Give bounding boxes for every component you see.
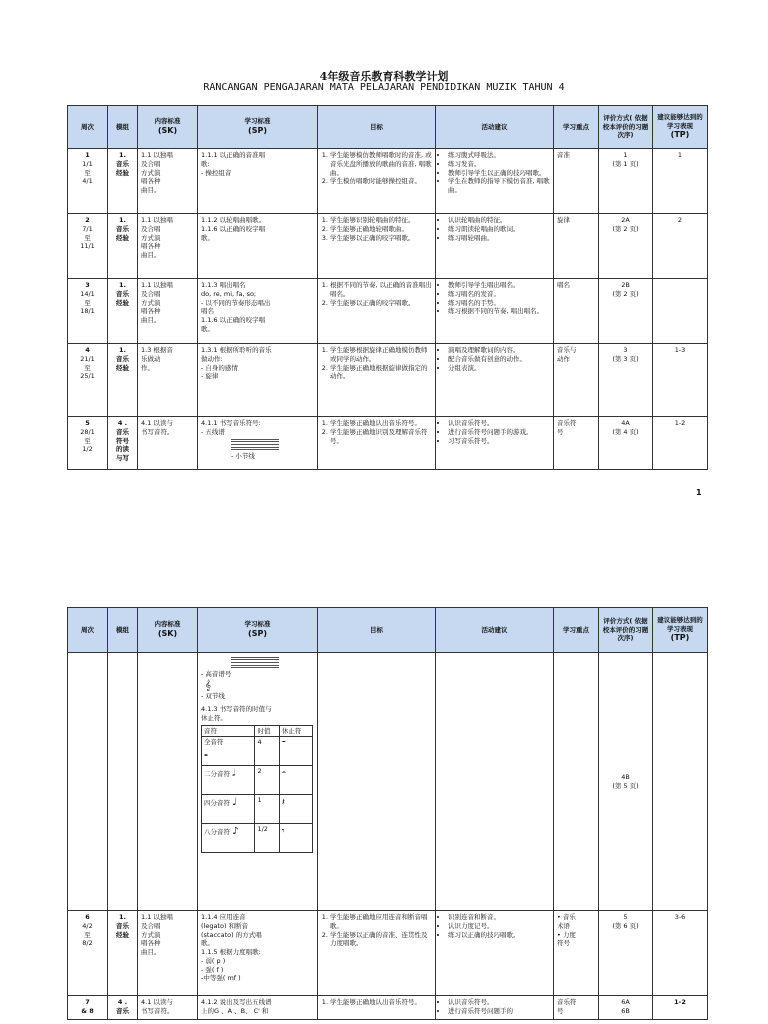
activity-cell: • 教师引导学生唱出唱名。 • 练习唱名的发音。 • 练习唱名的手势。 • 练习根据不同的节奏, 唱出唱名。 — [436, 279, 554, 344]
eighth-rest-icon: 𝄾 — [279, 824, 312, 853]
header-module: 模组 — [108, 106, 138, 149]
note-name: 全音符 𝅝 — [202, 737, 255, 766]
header-week: 周次 — [68, 106, 108, 149]
week-cell: 1 1/1 至 4/1 — [68, 149, 108, 214]
tp-cell: 1-2 — [653, 996, 708, 1020]
objective-cell: 1. 学生能够正确地应用连音和断音唱歌。 2. 学生能够以正确的音准、连贯性及力度唱歌。 — [318, 911, 436, 996]
assessment-cell: 4A (第 4 页) — [599, 417, 653, 470]
staff-icon — [231, 657, 279, 668]
activity-cell: • 识别连音和断音。 • 认识力度记号。 • 练习以正确的技巧唱歌。 — [436, 911, 554, 996]
sp-413: 4.1.3 书写音符的时值与 休止符。 — [201, 705, 272, 722]
note-value: 1 — [255, 795, 279, 824]
quarter-note-icon: ♩ — [232, 797, 237, 809]
half-note-icon: 𝅗𝅥 — [232, 768, 236, 780]
header-focus: 学习重点 — [554, 106, 599, 149]
notes-header-value: 时值 — [255, 725, 279, 737]
activity-cell: • 练习腹式呼吸法。 • 练习发音。 • 教师引导学生以正确的技巧唱歌。 • 学生在教师的指导下模仿音准, 唱歌曲。 — [436, 149, 554, 214]
week-cell: 6 4/2 至 8/2 — [68, 911, 108, 996]
sp-double-bar: - 双节线 — [201, 692, 225, 701]
note-name: 二分音符 𝅗𝅥 — [202, 766, 255, 795]
table-row — [68, 214, 708, 279]
whole-note-icon: 𝅝 — [204, 748, 208, 760]
assessment-cell: 1 (第 1 页) — [599, 149, 653, 214]
week-cell: 2 7/1 至 11/1 — [68, 214, 108, 279]
focus-cell: • 音乐 术语 • 力度 符号 — [554, 911, 599, 996]
table-row — [68, 653, 708, 911]
module-cell: 1. 音乐 经验 — [108, 911, 138, 996]
assessment-cell: 2A (第 2 页) — [599, 214, 653, 279]
module-cell: 1. 音乐 经验 — [108, 279, 138, 344]
objective-cell: 1. 学生能够正确地认出音乐符号。 — [318, 996, 436, 1020]
focus-cell: 音乐符 号 — [554, 417, 599, 470]
sk-cell: 1.1 以独唱 及合唱 方式演 唱各种 曲目。 — [138, 911, 198, 996]
quarter-rest-icon: 𝄽 — [279, 795, 312, 824]
header-row — [68, 106, 708, 149]
sk-cell: 1.1 以独唱 及合唱 方式演 唱各种 曲目。 — [138, 214, 198, 279]
objective-cell: 1. 学生能够模仿教师唱歌时的音准, 或音乐光盘所播放的歌曲的音准, 唱歌曲。 2. 学生模仿唱歌时能够操控组音。 — [318, 149, 436, 214]
assessment-cell: 5 (第 6 页) — [599, 911, 653, 996]
focus-cell: 音乐符 号 — [554, 996, 599, 1020]
objective-cell: 1. 根据不同的节奏, 以正确的音准唱出唱名。 2. 学生能够以正确的咬字唱歌。 — [318, 279, 436, 344]
tp-cell: 2 — [653, 214, 708, 279]
header-module: 模组 — [108, 608, 138, 653]
sp-cell: 1.1.3 唱出唱名 do, re, mi, fa, so; - 以不同的节奏形态唱出 唱名 1.1.6 以正确的咬字唱 歌。 — [198, 279, 318, 344]
week-cell: 5 28/1 至 1/2 — [68, 417, 108, 470]
note-value: 1/2 — [255, 824, 279, 853]
header-sp: 学习标准 (SP) — [198, 106, 318, 149]
module-cell: 1. 音乐 经验 — [108, 344, 138, 417]
tp-cell: 1 — [653, 149, 708, 214]
notes-header-rest: 休止符 — [279, 725, 312, 737]
tp-cell: 1-2 — [653, 417, 708, 470]
focus-cell: 旋律 — [554, 214, 599, 279]
sk-cell: 4.1 以读与 书写音符。 — [138, 417, 198, 470]
header-focus: 学习重点 — [554, 608, 599, 653]
header-tp: 建议能够达到的学习表现 (TP) — [653, 106, 708, 149]
tp-cell — [653, 279, 708, 344]
sp-cell — [198, 653, 318, 911]
assessment-cell: 4B (第 5 页) — [599, 653, 653, 911]
focus-cell: 唱名 — [554, 279, 599, 344]
treble-clef-icon: 𝄞 — [205, 679, 211, 691]
lesson-plan-table-page-1 — [67, 105, 708, 470]
week-cell: 4 21/1 至 25/1 — [68, 344, 108, 417]
table-row — [68, 149, 708, 214]
tp-cell: 3-6 — [653, 911, 708, 996]
note-values-table — [201, 725, 313, 854]
module-cell: 1. 音乐 经验 — [108, 214, 138, 279]
module-cell: 1. 音乐 经验 — [108, 149, 138, 214]
assessment-cell: 3 (第 3 页) — [599, 344, 653, 417]
table-row — [68, 279, 708, 344]
sk-cell: 1.3 根据音 乐做动 作。 — [138, 344, 198, 417]
sk-cell: 1.1 以独唱 及合唱 方式演 唱各种 曲目。 — [138, 279, 198, 344]
table-row — [68, 996, 708, 1020]
sp-cell: 1.1.2 以轮唱曲唱歌。 1.1.6 以正确的咬字唱 歌。 — [198, 214, 318, 279]
note-value: 4 — [255, 737, 279, 766]
tp-cell: 1-3 — [653, 344, 708, 417]
sk-cell: 4.1 以读与 书写音符。 — [138, 996, 198, 1020]
page-number: 1 — [696, 488, 702, 497]
objective-cell: 1. 学生能够正确地认出音乐符号。 2. 学生能够正确地识别及理解音乐符号。 — [318, 417, 436, 470]
activity-cell: • 认识音乐符号。 • 进行音乐符号问题手的游戏。 • 习写音乐符号。 — [436, 417, 554, 470]
sp-cell: 1.1.4 应用连音 (legato) 和断音 (staccato) 的方式唱 歌。 1.1.5 根据力度唱歌: - 弱( p ) - 强( f ) -中等强( mf ) — [198, 911, 318, 996]
sk-cell: 1.1 以独唱 及合唱 方式演 唱各种 曲目。 — [138, 149, 198, 214]
module-cell: 4 . 音乐 符号 的读 与写 — [108, 417, 138, 470]
sp-cell: 4.1.1 书写音乐符号: - 五线谱 - 小节线 — [198, 417, 318, 470]
header-sk: 内容标准 (SK) — [138, 106, 198, 149]
staff-icon — [231, 439, 279, 450]
module-cell: 4 . 音乐 — [108, 996, 138, 1020]
week-cell: 7 & 8 — [68, 996, 108, 1020]
header-assessment: 评价方式( 依据校本评价的习题次序) — [599, 608, 653, 653]
header-tp: 建议能够达到的学习表现 (TP) — [653, 608, 708, 653]
note-name: 四分音符 ♩ — [202, 795, 255, 824]
header-sk: 内容标准 (SK) — [138, 608, 198, 653]
header-sp: 学习标准 (SP) — [198, 608, 318, 653]
whole-rest-icon: 𝄻 — [279, 737, 312, 766]
header-week: 周次 — [68, 608, 108, 653]
lesson-plan-table-page-2 — [67, 607, 708, 1020]
sp-extra: - 小节线 — [231, 451, 255, 460]
header-activity: 活动建议 — [436, 106, 554, 149]
sp-treble-clef: - 高音谱号 — [201, 670, 232, 678]
sp-cell: 1.1.1 以正确的音准唱 歌: - 操控组音 — [198, 149, 318, 214]
activity-cell: • 认识音乐符号。 • 进行音乐符号问题手的 — [436, 996, 554, 1020]
table-row — [68, 911, 708, 996]
activity-cell: • 演唱及理解歌词的内容。 • 配合音乐做有创意的动作。 • 分组表演。 — [436, 344, 554, 417]
activity-cell: • 认识轮唱曲的特征。 • 练习朗读轮唱曲的歌词。 • 练习唱轮唱曲。 — [436, 214, 554, 279]
header-objective: 目标 — [318, 608, 436, 653]
eighth-note-icon: ♪ — [232, 826, 239, 838]
note-name: 八分音符 ♪ — [202, 824, 255, 853]
week-cell: 3 14/1 至 18/1 — [68, 279, 108, 344]
header-activity: 活动建议 — [436, 608, 554, 653]
assessment-cell: 6A 6B — [599, 996, 653, 1020]
document-title-chinese: 4年级音乐教育科教学计划 — [319, 70, 449, 83]
objective-cell: 1. 学生能够识别轮唱曲的特征。 2. 学生能够正确地轮唱歌曲。 3. 学生能够以正确的咬字唱歌。 — [318, 214, 436, 279]
table-row — [68, 344, 708, 417]
focus-cell: 音乐与 动作 — [554, 344, 599, 417]
assessment-cell: 2B (第 2 页) — [599, 279, 653, 344]
document-title-malay: RANCANGAN PENGAJARAN MATA PELAJARAN PENDIDIKAN MUZIK TAHUN 4 — [203, 82, 565, 93]
sp-cell: 1.3.1 根据所聆听的音乐 做动作: - 自身的感情 - 旋律 — [198, 344, 318, 417]
note-value: 2 — [255, 766, 279, 795]
header-objective: 目标 — [318, 106, 436, 149]
objective-cell: 1. 学生能够根据旋律正确地模仿教师或同学的动作。 2. 学生能够正确地根据旋律做指定的动作。 — [318, 344, 436, 417]
focus-cell: 音准 — [554, 149, 599, 214]
notes-header-note: 音符 — [202, 725, 255, 737]
half-rest-icon: 𝄼 — [279, 766, 312, 795]
header-assessment: 评价方式( 依据校本评价的习题次序) — [599, 106, 653, 149]
table-row — [68, 417, 708, 470]
sp-cell: 4.1.2 说出及写出五线谱 上的G 、A 、B、 C' 和 — [198, 996, 318, 1020]
header-row — [68, 608, 708, 653]
